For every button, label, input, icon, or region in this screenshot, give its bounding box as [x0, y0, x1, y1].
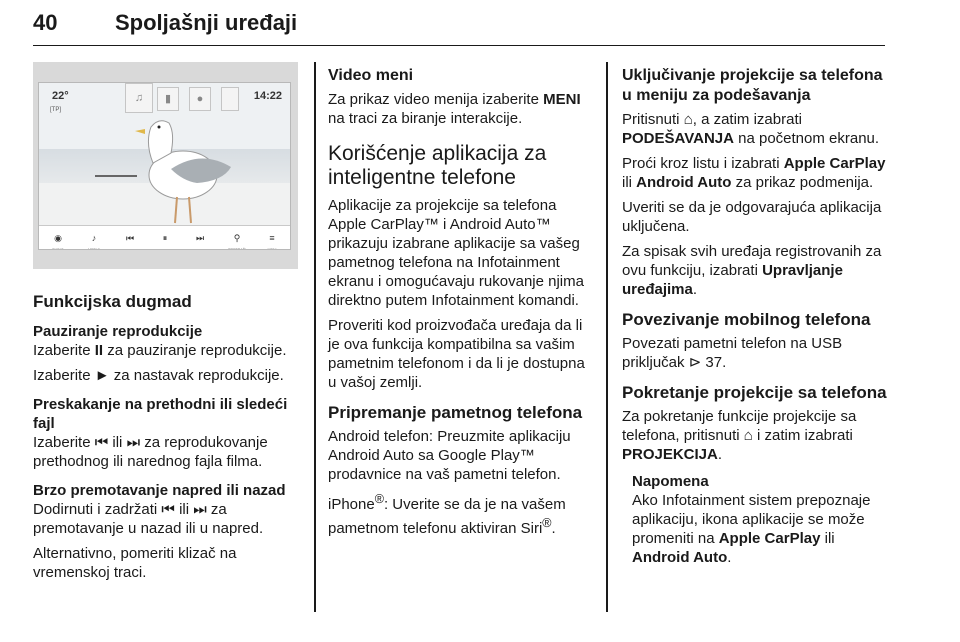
music-note-icon: ♫ — [125, 83, 153, 113]
seagull-image — [131, 109, 239, 229]
skip-forward-symbol: ⏭ — [126, 434, 141, 451]
media-label: MEDIJI — [88, 248, 100, 250]
skip-back-icon: ⏮ — [125, 233, 135, 243]
paragraph: Za spisak svih uređaja registrovanih za ovu funkciju, izabrati Upravljanje uređajima. — [622, 243, 882, 298]
section-heading: Pokretanje projekcije sa telefona — [622, 383, 887, 402]
menu-label: MENI — [267, 248, 277, 250]
menu-icon: ≡ — [269, 233, 275, 243]
skip-back-symbol: ⏮ — [94, 434, 109, 451]
skip-forward-symbol: ⏭ — [193, 501, 207, 518]
media-source-icon — [221, 87, 239, 111]
paragraph: Android telefon: Preuzmite aplikaciju Android Auto sa Google Play™ prodavnice na vaš pametni telefon. — [328, 428, 571, 483]
paragraph: Izaberite ► za nastavak reprodukcije. — [33, 367, 284, 384]
music-note-icon: ♪ — [91, 233, 97, 243]
tp-indicator: [TP] — [50, 107, 62, 113]
paragraph: Povezati pametni telefon na USB priključak ⊳ 37. — [622, 335, 843, 371]
paragraph: Alternativno, pomeriti klizač na vremenskoj traci. — [33, 545, 237, 581]
column-divider — [314, 62, 316, 612]
clock-readout: 14:22 — [253, 90, 282, 102]
paragraph: Izaberite II za pauziranje reprodukcije. — [33, 342, 287, 359]
paragraph: Za pokretanje funkcije projekcije sa telefona, pritisnuti ⌂ i zatim izabrati PROJEKCIJA. — [622, 408, 857, 463]
column-right — [622, 66, 890, 573]
paragraph: Za prikaz video menija izaberite MENI na traci za biranje interakcije. — [328, 91, 581, 127]
page-reference-icon: ⊳ — [688, 354, 702, 371]
paragraph: Dodirnuti i zadržati ⏮ ili ⏭ za premotavanje u nazad ili u napred. — [33, 501, 264, 537]
subsection-title: Pauziranje reprodukcije — [33, 323, 203, 340]
paragraph: Izaberite ⏮ ili ⏭ za reprodukovanje prethodnog ili narednog fajla filma. — [33, 434, 268, 470]
subsection-title: Preskakanje na prethodni ili sledeći fajl — [33, 396, 288, 432]
home-icon: ⌂ — [683, 111, 693, 128]
radio-icon: ◉ — [54, 233, 62, 243]
column-divider — [606, 62, 608, 612]
interaction-bar — [39, 225, 291, 249]
subsection-title: Brzo premotavanje napred ili nazad — [33, 482, 286, 499]
paragraph: Pritisnuti ⌂, a zatim izabrati PODEŠAVANJA na početnom ekranu. — [622, 111, 880, 147]
search-icon: ⚲ — [233, 233, 241, 243]
play-symbol: ► — [94, 367, 110, 384]
pause-symbol: II — [94, 342, 104, 359]
page-number: 40 — [33, 10, 58, 35]
note-box — [632, 472, 890, 567]
skip-forward-icon: ⏭ — [195, 233, 205, 243]
globe-icon: ● — [189, 87, 211, 111]
section-heading: Funkcijska dugmad — [33, 292, 192, 311]
paragraph: Ako Infotainment sistem prepoznaje aplikaciju, ikona aplikacije se može promeniti na Apple CarPlay ili Android Auto. — [632, 492, 871, 566]
phone-icon: ▮ — [157, 87, 179, 111]
note-title: Napomena — [632, 473, 709, 490]
chapter-section-heading: Korišćenje aplikacija za inteligentne telefone — [328, 142, 547, 189]
column-middle — [328, 66, 596, 544]
infotainment-screen-illustration — [33, 62, 298, 269]
page-header — [33, 6, 885, 46]
section-heading: Pripremanje pametnog telefona — [328, 403, 583, 422]
paragraph: Proći kroz listu i izabrati Apple CarPlay ili Android Auto za prikaz podmenija. — [622, 155, 886, 191]
skip-back-symbol: ⏮ — [161, 501, 175, 518]
section-heading: Video meni — [328, 67, 414, 84]
search-label: PRETRAŽI — [228, 248, 246, 250]
paragraph: Uveriti se da je odgovarajuća aplikacija uključena. — [622, 199, 882, 235]
section-heading: Uključivanje projekcije sa telefona u meniju za podešavanja — [622, 67, 883, 104]
radio-label: RADIO — [52, 248, 64, 250]
home-icon: ⌂ — [743, 427, 753, 444]
paragraph: iPhone®: Uverite se da je na vašem pametnom telefonu aktiviran Siri®. — [328, 492, 566, 537]
temperature-readout: 22° — [52, 90, 69, 102]
paragraph: Aplikacije za projekcije sa telefona Apple CarPlay™ i Android Auto™ prikazuju izabrane aplikacije sa vašeg pametnog telefona na Infotainment ekranu i omogućavaju rukovanje njima direktno putem Infotainment komandi. — [328, 197, 584, 309]
column-left — [33, 62, 303, 588]
chapter-title: Spoljašnji uređaji — [115, 10, 298, 35]
pause-icon: ⏸ — [162, 233, 168, 243]
paragraph: Proveriti kod proizvođača uređaja da li je ova funkcija kompatibilna sa vašim pametnim telefonom i da li je dostupna u vašoj zemlji. — [328, 317, 585, 391]
section-heading: Povezivanje mobilnog telefona — [622, 310, 871, 329]
screen-display — [38, 82, 291, 250]
